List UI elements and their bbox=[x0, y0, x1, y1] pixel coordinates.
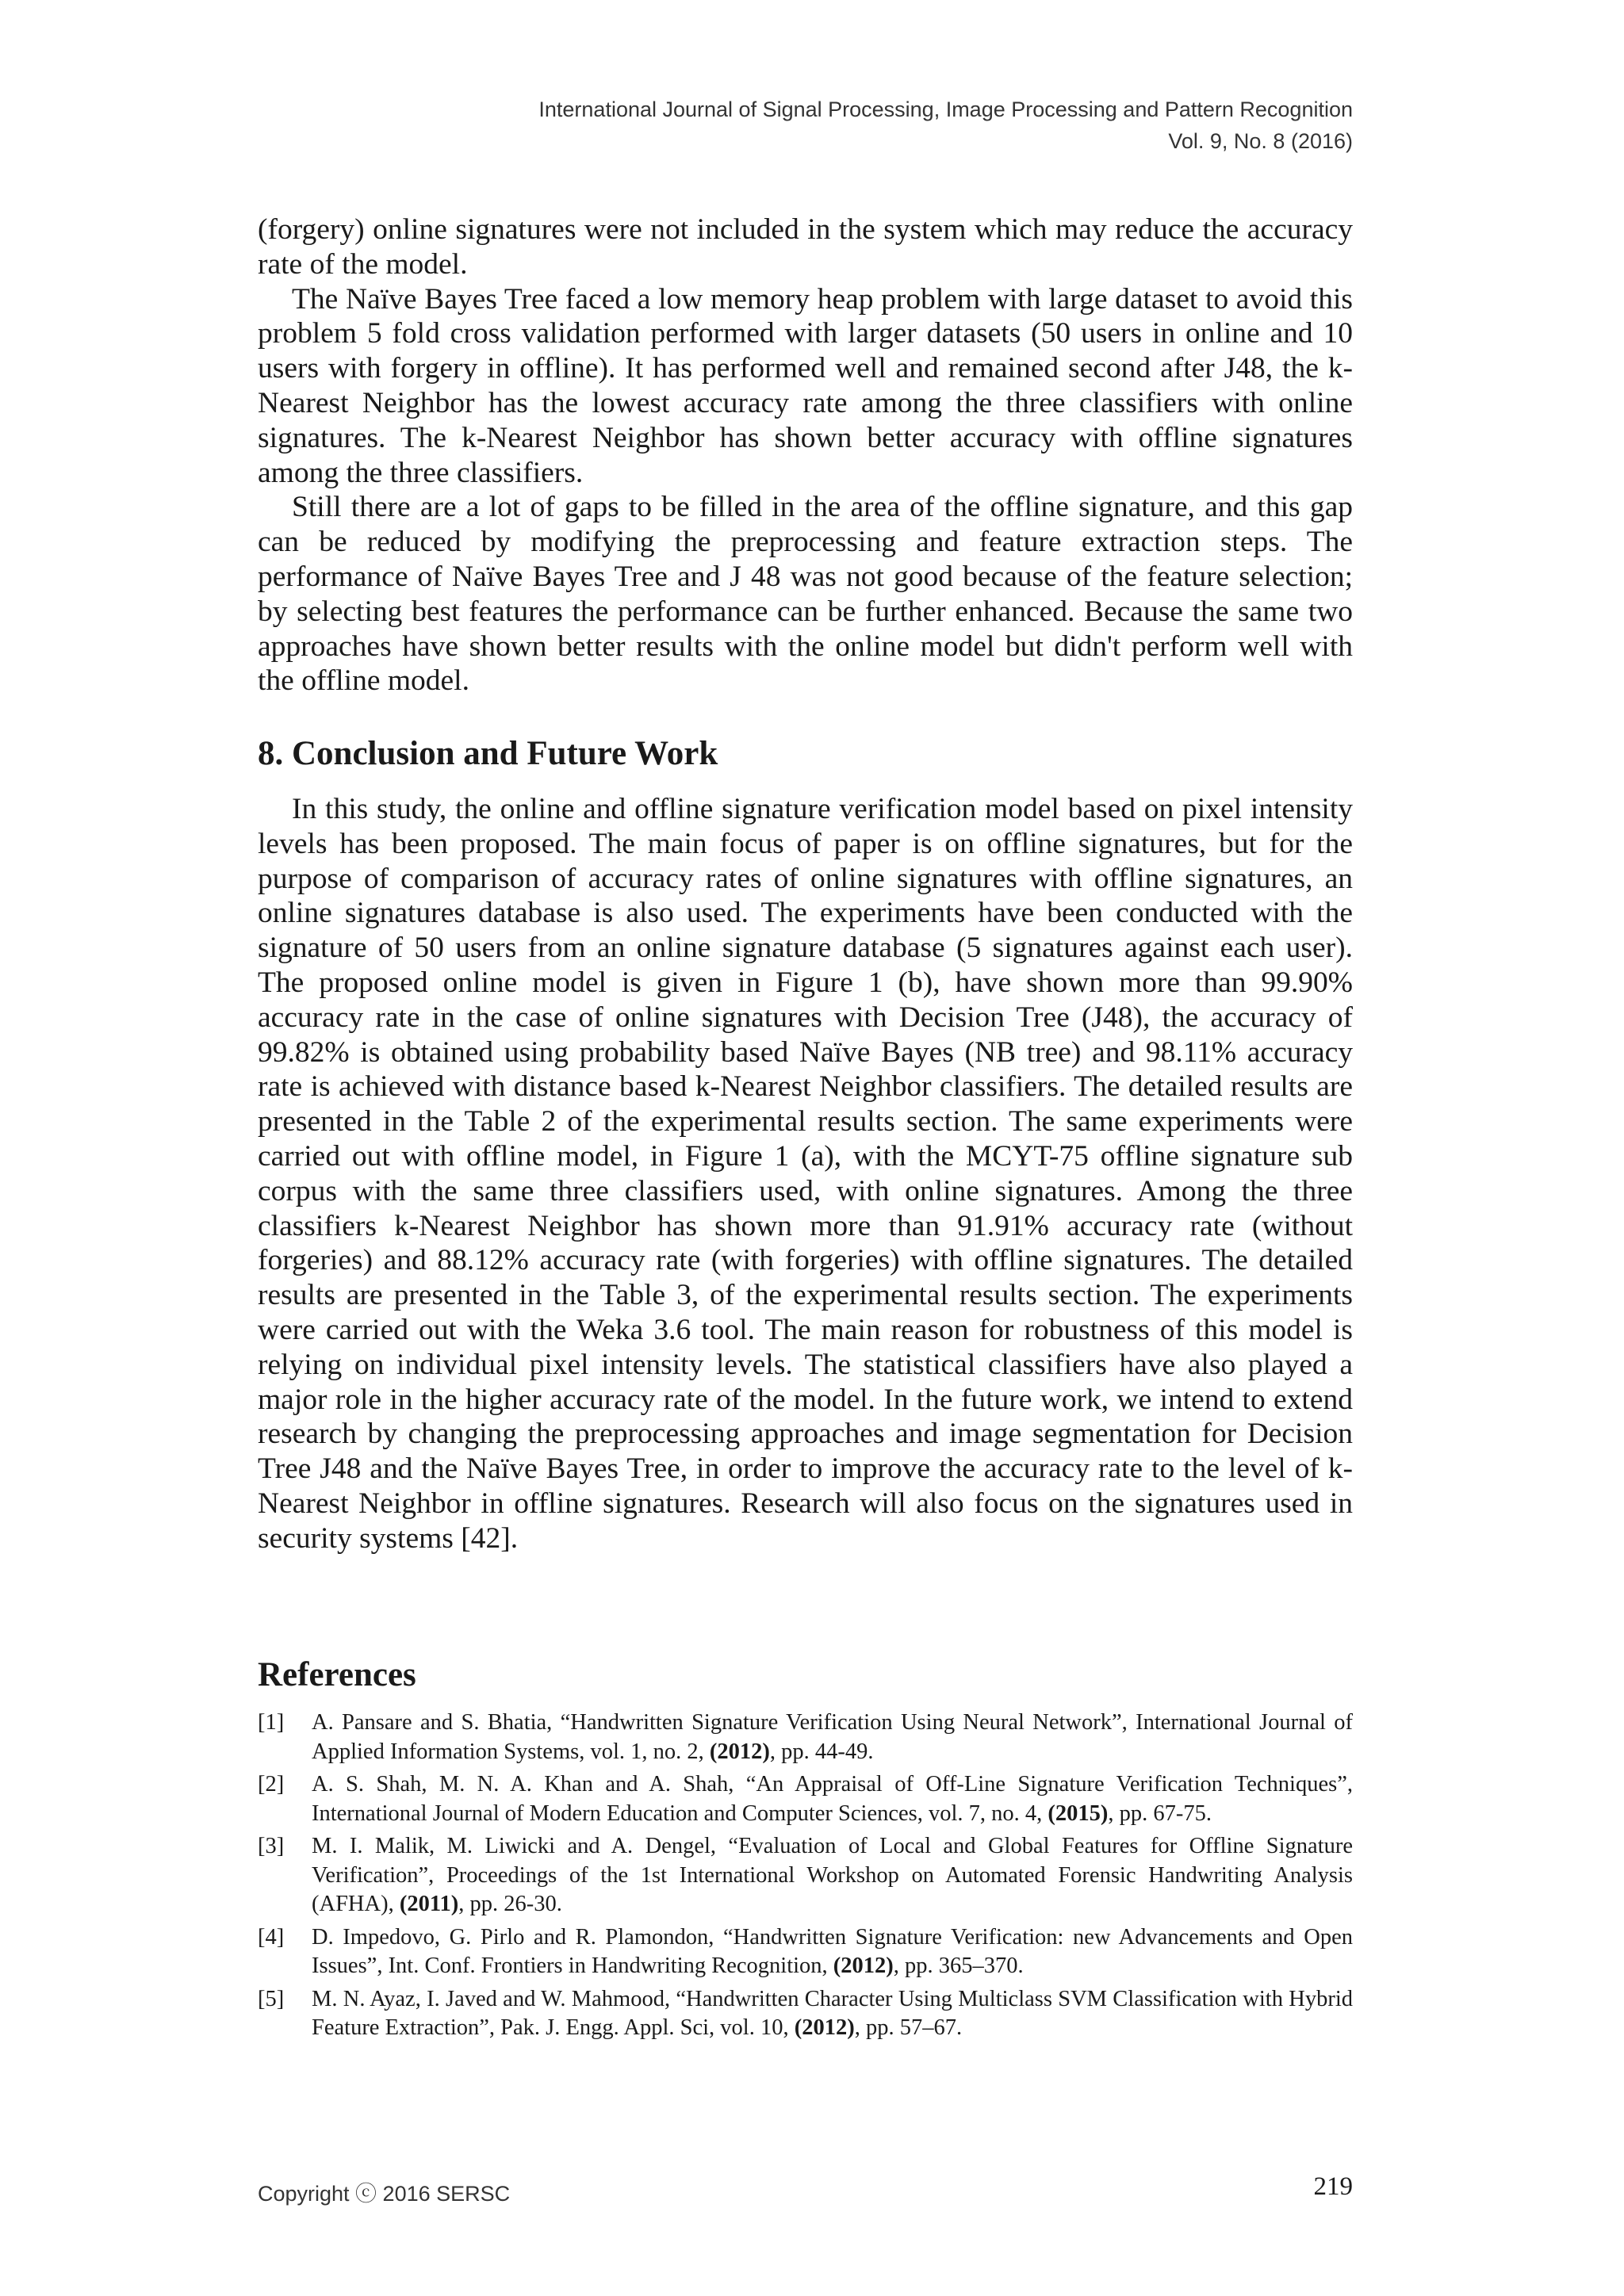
reference-list bbox=[258, 1709, 1353, 2047]
section-heading-conclusion: 8. Conclusion and Future Work bbox=[258, 735, 718, 772]
reference-pages: , pp. 44-49. bbox=[769, 1739, 874, 1764]
reference-text bbox=[312, 1985, 1353, 2043]
reference-year: (2012) bbox=[794, 2015, 855, 2040]
reference-item bbox=[258, 1985, 1353, 2043]
journal-title: International Journal of Signal Processing, Image Processing and Pattern Recognition bbox=[538, 98, 1353, 121]
paragraph-nbtree: The Naïve Bayes Tree faced a low memory heap problem with large dataset to avoid this problem 5 fold cross validation performed with larger datasets (50 users in online and 10 users with forgery in offline). It has performed well and remained second after J48, the k-Nearest Neighbor has the lowest accuracy rate among the three classifiers with online signatures. The k-Nearest Neighbor has shown better accuracy with offline signatures among the three classifiers. bbox=[258, 282, 1353, 489]
reference-text bbox=[312, 1709, 1353, 1766]
reference-number: [1] bbox=[258, 1710, 285, 1735]
reference-year: (2012) bbox=[833, 1954, 894, 1978]
reference-text bbox=[312, 1923, 1353, 1981]
reference-pages: , pp. 67-75. bbox=[1108, 1800, 1212, 1826]
reference-item bbox=[258, 1923, 1353, 1981]
reference-number: [3] bbox=[258, 1834, 285, 1858]
reference-text bbox=[312, 1770, 1353, 1828]
paragraph-continued: (forgery) online signatures were not included in the system which may reduce the accuracy rate of the model. bbox=[258, 213, 1353, 281]
reference-year: (2011) bbox=[399, 1892, 459, 1916]
journal-volume: Vol. 9, No. 8 (2016) bbox=[1168, 129, 1353, 153]
reference-body: A. S. Shah, M. N. A. Khan and A. Shah, “An Appraisal of Off-Line Signature Verification Techniques”, International Journal of Modern Education and Computer Sciences, vol. 7, no. 4, bbox=[312, 1772, 1353, 1826]
reference-item bbox=[258, 1770, 1353, 1828]
reference-text bbox=[312, 1832, 1353, 1919]
reference-year: (2012) bbox=[709, 1739, 770, 1764]
reference-body: A. Pansare and S. Bhatia, “Handwritten Signature Verification Using Neural Network”, International Journal of Applied Information Systems, vol. 1, no. 2, bbox=[312, 1710, 1353, 1764]
body-text bbox=[258, 212, 1353, 698]
reference-item bbox=[258, 1709, 1353, 1766]
reference-pages: , pp. 26-30. bbox=[458, 1892, 562, 1916]
reference-body: M. I. Malik, M. Liwicki and A. Dengel, “Evaluation of Local and Global Features for Offline Signature Verification”, Proceedings of the 1st International Workshop on Automated Forensic Handwriting Analysis (AFHA), bbox=[312, 1834, 1353, 1916]
reference-pages: , pp. 57–67. bbox=[854, 2015, 963, 2040]
reference-body: D. Impedovo, G. Pirlo and R. Plamondon, “Handwritten Signature Verification: new Advancements and Open Issues”, Int. Conf. Frontiers in Handwriting Recognition, bbox=[312, 1924, 1353, 1978]
conclusion-text bbox=[258, 792, 1353, 1556]
reference-body: M. N. Ayaz, I. Javed and W. Mahmood, “Handwritten Character Using Multiclass SVM Classification with Hybrid Feature Extraction”, Pak. J. Engg. Appl. Sci, vol. 10, bbox=[312, 1986, 1353, 2040]
paragraph-conclusion: In this study, the online and offline signature verification model based on pixel intensity levels has been proposed. The main focus of paper is on offline signatures, but for the purpose of comparison of accuracy rates of online signatures with offline signatures, an online signatures database is also used. The experiments have been conducted with the signature of 50 users from an online signature database (5 signatures against each user). The proposed online model is given in Figure 1 (b), have shown more than 99.90% accuracy rate in the case of online signatures with Decision Tree (J48), the accuracy of 99.82% is obtained using probability based Naïve Bayes (NB tree) and 98.11% accuracy rate is achieved with distance based k-Nearest Neighbor classifiers. The detailed results are presented in the Table 2 of the experimental results section. The same experiments were carried out with offline model, in Figure 1 (a), with the MCYT-75 offline signature sub corpus with the same three classifiers used, with online signatures. Among the three classifiers k-Nearest Neighbor has shown more than 91.91% accuracy rate (without forgeries) and 88.12% accuracy rate (with forgeries) with offline signatures. The detailed results are presented in the Table 3, of the experimental results section. The experiments were carried out with the Weka 3.6 tool. The main reason for robustness of this model is relying on individual pixel intensity levels. The statistical classifiers have also played a major role in the higher accuracy rate of the model. In the future work, we intend to extend research by changing the preprocessing approaches and image segmentation for Decision Tree J48 and the Naïve Bayes Tree, in order to improve the accuracy rate to the level of k-Nearest Neighbor in offline signatures. Research will also focus on the signatures used in security systems [42]. bbox=[258, 793, 1353, 1555]
reference-pages: , pp. 365–370. bbox=[893, 1954, 1024, 1978]
reference-number: [2] bbox=[258, 1772, 285, 1797]
reference-number: [4] bbox=[258, 1924, 285, 1950]
reference-number: [5] bbox=[258, 1986, 285, 2011]
running-header bbox=[538, 94, 1353, 157]
page-number: 219 bbox=[1313, 2172, 1353, 2201]
paragraph-gaps: Still there are a lot of gaps to be filled in the area of the offline signature, and this gap can be reduced by modifying the preprocessing and feature extraction steps. The performance of Naïve Bayes Tree and J 48 was not good because of the feature selection; by selecting best features the performance can be further enhanced. Because the same two approaches have shown better results with the online model but didn't perform well with the offline model. bbox=[258, 491, 1353, 698]
copyright-notice: Copyright ⓒ 2016 SERSC bbox=[258, 2182, 511, 2206]
reference-year: (2015) bbox=[1048, 1800, 1109, 1826]
references-heading: References bbox=[258, 1656, 416, 1693]
reference-item bbox=[258, 1832, 1353, 1919]
